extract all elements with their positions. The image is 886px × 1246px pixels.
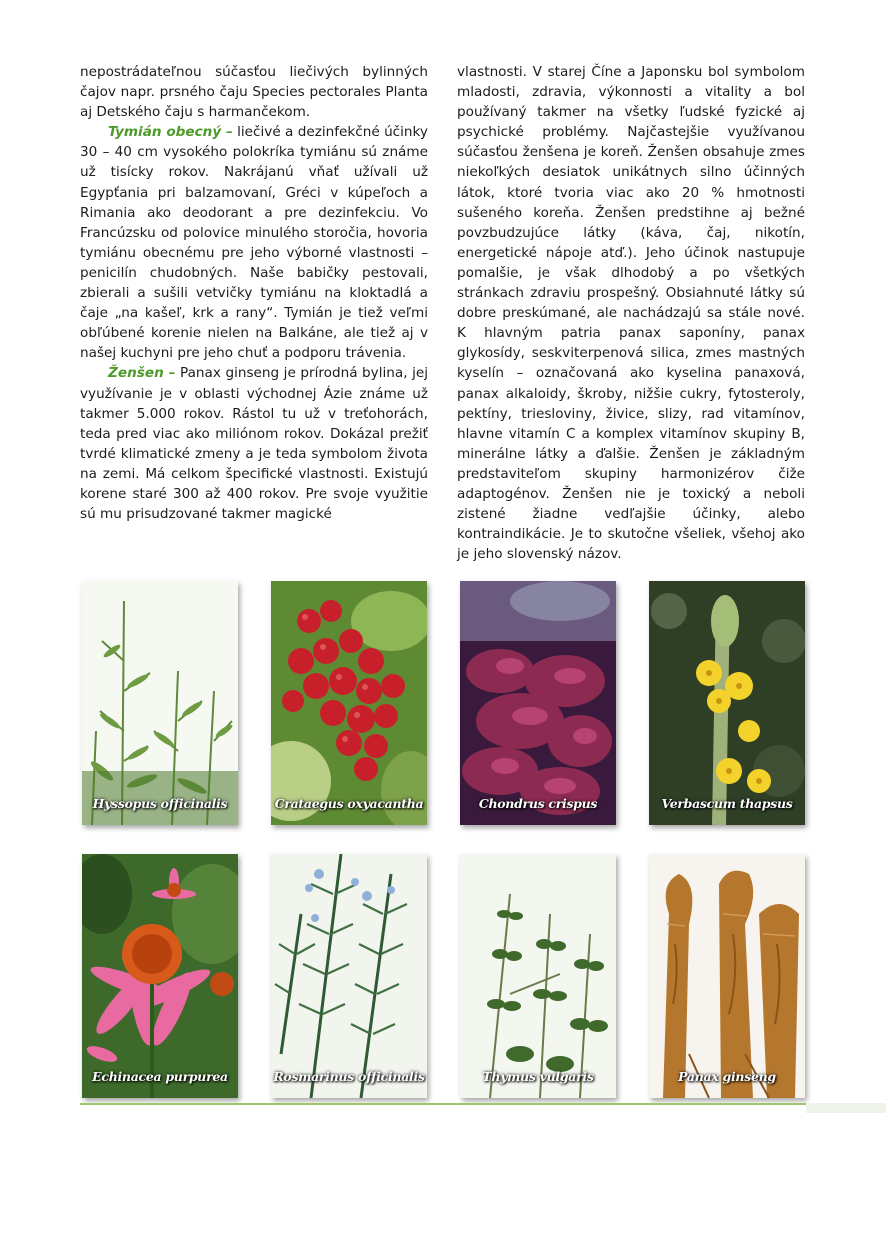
echinacea-image bbox=[82, 854, 238, 1098]
verbascum-image bbox=[649, 581, 805, 825]
photo-hyssopus bbox=[82, 581, 238, 825]
photo-crataegus bbox=[271, 581, 427, 825]
rosmarinus-image bbox=[271, 854, 427, 1098]
caption-rosmarinus: Rosmarinus officinalis bbox=[273, 1069, 425, 1084]
panax-image bbox=[649, 854, 805, 1098]
paragraph: nepostrádateľnou súčasťou liečivých bylinných čajov napr. prsného čaju Species pectorales Planta aj Detského čaju s harmančekom. bbox=[80, 64, 428, 121]
photo-echinacea bbox=[82, 854, 238, 1098]
photo-thymus bbox=[460, 854, 616, 1098]
caption-verbascum: Verbascum thapsus bbox=[661, 796, 793, 811]
caption-panax: Panax ginseng bbox=[678, 1069, 776, 1084]
caption-thymus: Thymus vulgaris bbox=[482, 1069, 594, 1084]
photo-rosmarinus bbox=[271, 854, 427, 1098]
thymus-image bbox=[460, 854, 616, 1098]
paragraph-ginseng bbox=[80, 363, 428, 524]
footer-rule bbox=[80, 1103, 806, 1105]
crataegus-image bbox=[271, 581, 427, 825]
text-column-right bbox=[457, 62, 805, 564]
paragraph-body: liečivé a dezinfekčné účinky 30 – 40 cm vysokého polokríka tymiánu sú známe už tisícky rokov. Nakrájanú vňať užívali už Egypťania pri balzamovaní, Gréci v kúpeľoch a Rimania ako deodorant a pre dezinfekciu. Vo Francúzsku od polovice minulého storočia, hovoria tymiánu obecnému pre jeho výborné vlastnosti – penicilín chudobných. Naše babičky pestovali, zbierali a sušili vetvičky tymiánu na kloktadlá a čaje „na kašeľ, krk a rany“. Tymián je tiež veľmi obľúbené korenie nielen na Balkáne, ale tiež aj v našej kuchyni pre jeho chuť a podporu trávenia. bbox=[80, 124, 428, 362]
paragraph-body: Panax ginseng je prírodná bylina, jej využívanie je v oblasti východnej Ázie známe už takmer 5.000 rokov. Rástol tu už v treťohorách, teda pred viac ako miliónom rokov. Dokázal prežiť tvrdé klimatické zmeny a je teda symbolom života na zemi. Má celkom špecifické vlastnosti. Existujú korene staré 300 až 400 rokov. Pre svoje využitie sú mu prisudzované takmer magické bbox=[80, 365, 428, 523]
photo-verbascum bbox=[649, 581, 805, 825]
caption-hyssopus: Hyssopus officinalis bbox=[92, 796, 228, 811]
term-ginseng: Ženšen – bbox=[108, 365, 176, 382]
text-column-left bbox=[80, 62, 428, 524]
caption-chondrus: Chondrus crispus bbox=[478, 796, 598, 811]
hyssopus-image bbox=[82, 581, 238, 825]
footer-margin-band bbox=[806, 1103, 886, 1113]
paragraph-thyme bbox=[80, 122, 428, 363]
photo-panax bbox=[649, 854, 805, 1098]
caption-crataegus: Crataegus oxyacantha bbox=[274, 796, 424, 811]
term-thyme: Tymián obecný – bbox=[108, 124, 233, 141]
photo-chondrus bbox=[460, 581, 616, 825]
paragraph: vlastnosti. V starej Číne a Japonsku bol symbolom mladosti, zdravia, výkonnosti a vitality a bol používaný takmer na všetky ľudské fyzické aj psychické problémy. Najčastejšie využívanou súčasťou ženšena je koreň. Ženšen obsahuje zmes niekoľkých desiatok unikátnych silno účinných látok, ktoré tvoria viac ako 20 % hmotnosti sušeného koreňa. Ženšen predstihne aj bežné povzbudzujúce látky (káva, čaj, nikotín, energetické nápoje atď.). Jeho účinok nastupuje pomalšie, je však dlhodobý a po všetkých stránkach zdraviu prospešný. Obsiahnuté látky sú dobre preskúmané, ale nachádzajú sa stále nové. K hlavným patria panax saponíny, panax glykosídy, seskviterpenová silica, zmes mastných kyselín – označovaná ako kyselina panaxová, panax alkaloidy, škroby, nižšie cukry, fytosteroly, pektíny, triesloviny, živice, slizy, rad vitamínov, hlavne vitamín C a komplex vitamínov skupiny B, minerálne látky a ďalšie. Ženšen je základným predstaviteľom skupiny harmonizérov čiže adaptogénov. Ženšen nie je toxický a neboli zistené žiadne vedľajšie účinky, alebo kontraindikácie. Je to skutočne všeliek, všehoj ako je jeho slovenský názov. bbox=[457, 64, 805, 563]
chondrus-image bbox=[460, 581, 616, 825]
caption-echinacea: Echinacea purpurea bbox=[92, 1069, 228, 1084]
